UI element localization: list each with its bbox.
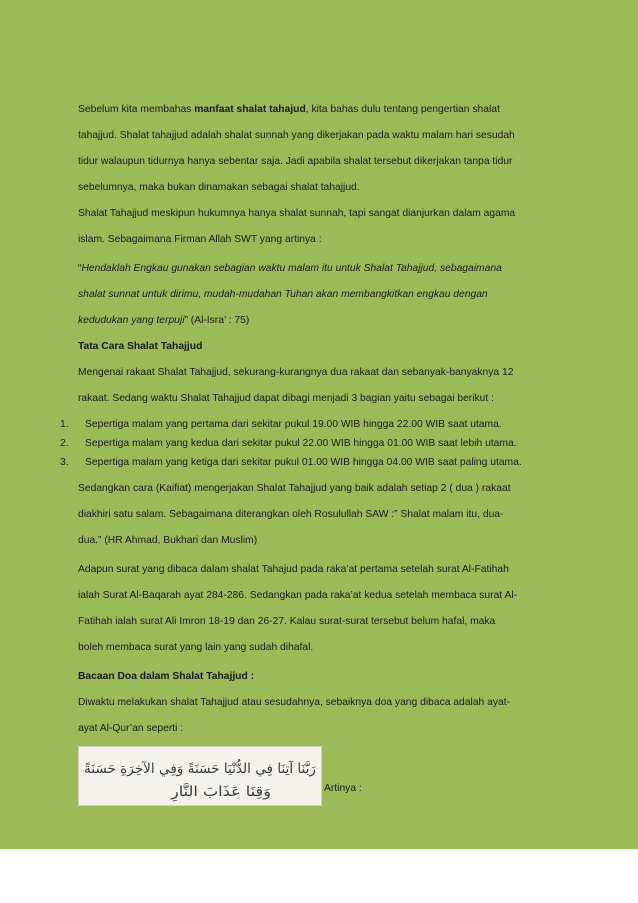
list-item (60, 434, 583, 453)
quote-line-3: kedudukan yang terpuji (78, 315, 185, 326)
paragraph-rakaat (78, 360, 578, 412)
document-body (60, 97, 578, 808)
arabic-prayer-row (78, 746, 578, 808)
doa-line-1: Diwaktu melakukan shalat Tahajjud atau sesudahnya, sebaiknya doa yang dibaca adalah ayat- (78, 697, 510, 708)
kaifiat-line-2: diakhiri satu salam. Sebagaimana diterangkan oleh Rosulullah SAW :” Shalat malam itu, dua- (78, 509, 504, 520)
kaifiat-line-1: Sedangkan cara (Kaifiat) mengerjakan Shalat Tahajjud yang baik adalah setiap 2 ( dua ) rakaat (78, 483, 511, 494)
quote-line-1: Hendaklah Engkau gunakan sebagian waktu malam itu untuk Shalat Tahajjud, sebagaimana (81, 263, 502, 274)
paragraph-doa (78, 690, 578, 742)
list-number: 1. (60, 419, 69, 430)
recommendation-line-2: islam. Sebagaimana Firman Allah SWT yang artinya : (78, 234, 322, 245)
doa-line-2: ayat Al-Qur’an seperti : (78, 723, 184, 734)
surat-line-2: ialah Surat Al-Baqarah ayat 284-286. Sedangkan pada raka’at kedua setelah membaca surat Al- (78, 590, 518, 601)
rakaat-line-1: Mengenai rakaat Shalat Tahajjud, sekurang-kurangnya dua rakaat dan sebanyak-banyaknya 12 (78, 367, 514, 378)
list-number: 3. (60, 457, 69, 468)
intro-line-4: sebelumnya, maka bukan dinamakan sebagai shalat tahajjud. (78, 182, 360, 193)
quote-open-mark: “ (78, 263, 82, 274)
surat-line-1: Adapun surat yang dibaca dalam shalat Tahajud pada raka’at pertama setelah surat Al-Fatihah (78, 564, 509, 575)
surat-line-3: Fatihah ialah surat Ali Imron 18-19 dan 26-27. Kalau surat-surat tersebut belum hafal, maka (78, 616, 496, 627)
paragraph-surat (78, 557, 578, 661)
intro-line-2: tahajjud. Shalat tahajjud adalah shalat sunnah yang dikerjakan pada waktu malam hari sesudah (78, 130, 515, 141)
paragraph-recommendation (78, 201, 578, 253)
list-text: Sepertiga malam yang ketiga dari sekitar pukul 01.00 WIB hingga 04.00 WIB saat paling utama. (85, 457, 522, 468)
paragraph-kaifiat (78, 476, 578, 554)
surat-line-4: boleh membaca surat yang lain yang sudah dihafal. (78, 642, 314, 653)
intro-line-3: tidur walaupun tidurnya hanya sebentar saja. Jadi apabila shalat tersebut dikerjakan tanpa tidur (78, 156, 513, 167)
list-text: Sepertiga malam yang kedua dari sekitar pukul 22.00 WIB hingga 01.00 WIB saat lebih utama. (85, 438, 517, 449)
artinya-label: Artinya : (324, 783, 362, 794)
heading-bacaan-doa: Bacaan Doa dalam Shalat Tahajjud : (78, 671, 255, 682)
rakaat-line-2: rakaat. Sedang waktu Shalat Tahajjud dapat dibagi menjadi 3 bagian yaitu sebagai berikut : (78, 393, 494, 404)
list-number: 2. (60, 438, 69, 449)
paragraph-intro (78, 97, 578, 201)
list-item (60, 453, 583, 472)
arabic-prayer-image (78, 746, 322, 806)
list-item (60, 415, 583, 434)
intro-keyword: manfaat shalat tahajud (194, 104, 306, 115)
arabic-line-1: رَبَّنَا آتِنَا فِي الدُّنْيَا حَسَنَةً وَفِي الآخِرَةِ حَسَنَةً (84, 761, 315, 777)
quote-line-2: shalat sunnat untuk dirimu, mudah-mudahan Tuhan akan membangkitkan engkau dengan (78, 289, 488, 300)
intro-text-cont: , kita bahas dulu tentang pengertian shalat (305, 104, 500, 115)
intro-text: Sebelum kita membahas (78, 104, 195, 115)
arabic-line-2: وَقِنَا عَذَابَ النَّارِ (171, 784, 259, 800)
recommendation-line-1: Shalat Tahajjud meskipun hukumnya hanya shalat sunnah, tapi sangat dianjurkan dalam agama (78, 208, 516, 219)
list-text: Sepertiga malam yang pertama dari sekitar pukul 19.00 WIB hingga 22.00 WIB saat utama. (85, 419, 502, 430)
time-division-list (60, 415, 583, 472)
quote-reference: ” (Al-Isra’ : 75) (184, 315, 250, 326)
paragraph-quote (78, 256, 578, 334)
kaifiat-line-3: dua.” (HR Ahmad, Bukhari dan Muslim) (78, 535, 258, 546)
heading-tata-cara: Tata Cara Shalat Tahajjud (78, 341, 203, 352)
